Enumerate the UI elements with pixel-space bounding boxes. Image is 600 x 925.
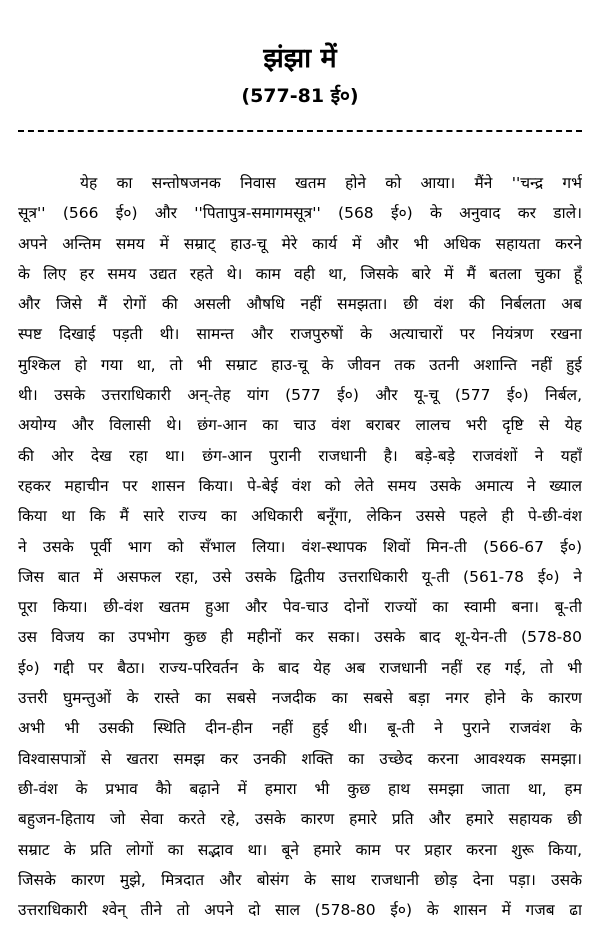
dashed-divider [18,130,582,132]
text-line: अयोग्य और विलासी थे। छंग-आन का चाउ वंश बराबर लालच भरी दृष्टि से येह [18,416,582,435]
body-text [18,168,582,925]
text-line: बहुजन-हिताय जो सेवा करते रहे, उसके कारण हमारे प्रति और हमारे सहायक छी [18,810,582,829]
text-line: स्पष्ट दिखाई पड़ती थी। सामन्त और राजपुरुषों के अत्याचारों पर नियंत्रण रखना [18,325,582,344]
text-line: उत्तराधिकारी श्वेन् तीने तो अपने दो साल (578-80 ई०) के शासन में गजब ढा [18,901,582,920]
text-line: अपने अन्तिम समय में सम्राट् हाउ-चू मेरे कार्य में और भी अधिक सहायता करने [18,234,582,253]
text-line: विश्वासपात्रों से खतरा समझ कर उनकी शक्ति का उच्छेद करना आवश्यक समझा। [18,749,582,768]
text-line: अभी भी उसकी स्थिति दीन-हीन नहीं हुई थी। बू-ती ने पुराने राजवंश के [18,719,582,738]
text-line: जिस बात में असफल रहा, उसे उसके द्वितीय उत्तराधिकारी यू-ती (561-78 ई०) ने [18,567,582,586]
chapter-date-range: (577-81 ई०) [241,85,359,107]
chapter-title: झंझा में [263,43,337,74]
text-line: उस विजय का उपभोग कुछ ही महीनों कर सका। उसके बाद शू-येन-ती (578-80 [18,628,582,647]
text-line: सम्राट के प्रति लोगों का सद्भाव था। बूने हमारे काम पर प्रहार करना शुरू किया, [18,840,582,859]
text-line: और जिसे मैं रोगों की असली औषधि नहीं समझता। छी वंश की निर्बलता अब [18,295,582,314]
text-line: उत्तरी घुमन्तुओं के रास्ते का सबसे नजदीक का सबसे बड़ा नगर होने के कारण [18,689,582,708]
text-line: मुश्किल हो गया था, तो भी सम्राट हाउ-चू के जीवन तक उतनी अशान्ति नहीं हुई [18,355,582,374]
text-line: के लिए हर समय उद्यत रहते थे। काम वही था, जिसके बारे में मैं बतला चुका हूँ [18,264,582,283]
text-line: ई०) गद्दी पर बैठा। राज्य-परिवर्तन के बाद येह अब राजधानी नहीं रह गई, तो भी [18,658,582,677]
text-line: रहकर महाचीन पर शासन किया। पे-बेई वंश को लेते समय उसके अमात्य ने ख्याल [18,476,582,495]
text-line: छी-वंश के प्रभाव कैो बढ़ाने में हमारा भी कुछ हाथ समझा जाता था, हम [18,779,582,798]
text-line: पूरा किया। छी-वंश खतम हुआ और पेव-चाउ दोनों राज्यों का स्वामी बना। बू-ती [18,598,582,617]
text-line: सूत्र'' (566 ई०) और ''पितापुत्र-समागमसूत्र'' (568 ई०) के अनुवाद कर डाले। [18,204,582,223]
text-line: जिसके कारण मुझे, मित्रदात और बोसंग के साथ राजधानी छोड़ देना पड़ा। उसके [18,870,582,889]
text-line: किया था कि मैं सारे राज्य का अधिकारी बनूँगा, लेकिन उससे पहले ही पे-छी-वंश [18,507,582,526]
text-line: थी। उसके उत्तराधिकारी अन्-तेह यांग (577 ई०) और यू-चू (577 ई०) निर्बल, [18,386,582,405]
text-line: येह का सन्तोषजनक निवास खतम होने को आया। मैंने ''चन्द्र गर्भ [80,174,582,192]
text-line: की ओर देख रहा था। छंग-आन पुरानी राजधानी है। बड़े-बड़े राजवंशों ने यहाँ [18,446,582,465]
text-line: ने उसके पूर्वी भाग को सँभाल लिया। वंश-स्थापक शिवों मिन-ती (566-67 ई०) [18,537,582,556]
